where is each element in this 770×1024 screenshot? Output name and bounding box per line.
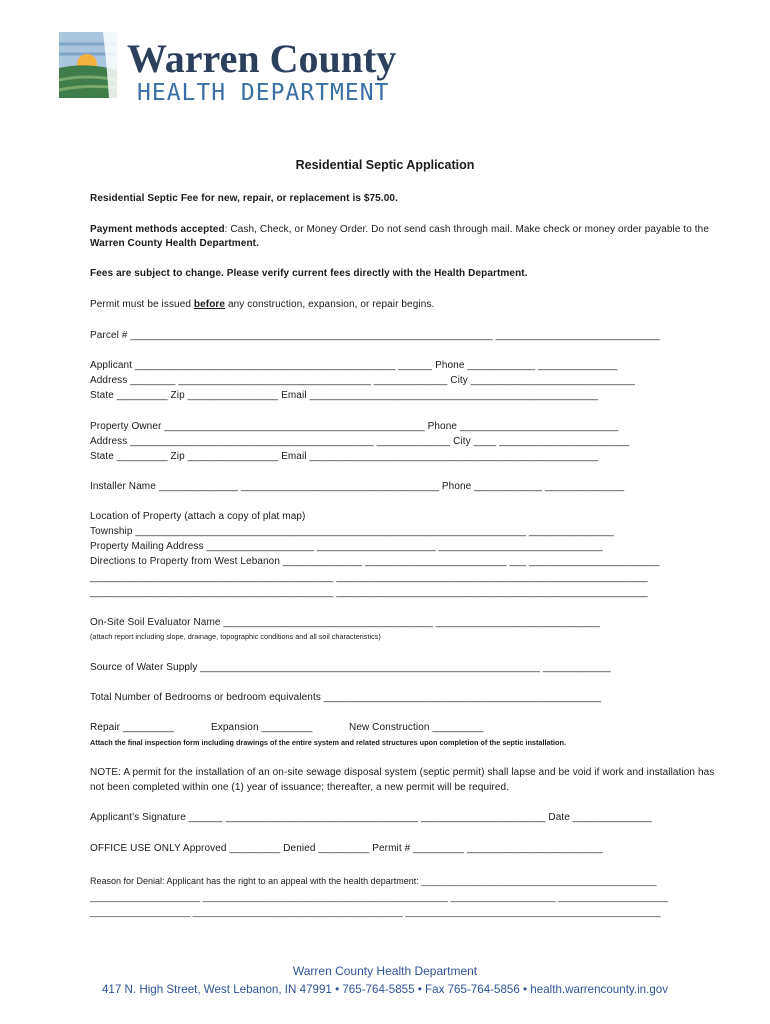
fee-line: Residential Septic Fee for new, repair, or replacement is $75.00. bbox=[90, 193, 398, 204]
denial-line-2[interactable]: ______________________ _________________________________________________ _____________________ ______________________ bbox=[90, 892, 669, 902]
payment-label: Payment methods accepted bbox=[90, 224, 225, 235]
logo-emblem-icon bbox=[59, 32, 117, 98]
township-field[interactable]: Township _____________________________________________________________________ _______________ bbox=[90, 526, 614, 537]
owner-address-field[interactable]: Address ___________________________________________ _____________ City ____ _______________________ bbox=[90, 436, 630, 447]
directions-line-2[interactable]: ___________________________________________ _______________________________________________________ bbox=[90, 572, 648, 583]
water-supply-field[interactable]: Source of Water Supply ____________________________________________________________ ____________ bbox=[90, 662, 611, 673]
bedrooms-field[interactable]: Total Number of Bedrooms or bedroom equivalents _________________________________________________ bbox=[90, 692, 602, 703]
logo-subtitle: HEALTH DEPARTMENT bbox=[137, 80, 390, 106]
denial-reason[interactable] bbox=[90, 876, 657, 886]
footer-contact: 417 N. High Street, West Lebanon, IN 47991 • 765-764-5855 • Fax 765-764-5856 • health.warrencounty.in.gov bbox=[101, 983, 669, 996]
signature-field[interactable]: Applicant’s Signature ______ __________________________________ ______________________ Date ______________ bbox=[90, 812, 653, 823]
payment-text: : Cash, Check, or Money Order. Do not send cash through mail. Make check or money order payable to the bbox=[224, 224, 709, 235]
owner-state-field[interactable]: State _________ Zip ________________ Email ___________________________________________________ bbox=[90, 451, 599, 462]
logo-name: Warren County bbox=[127, 36, 397, 81]
soil-note: (attach report including slope, drainage, topographic conditions and all soil characteristics) bbox=[90, 632, 381, 641]
permit-note bbox=[90, 299, 434, 310]
permit-note-emph: before bbox=[193, 299, 226, 310]
permit-note-pre: Permit must be issued bbox=[90, 299, 194, 310]
installer-field[interactable]: Installer Name ______________ ___________________________________ Phone ____________ ______________ bbox=[90, 481, 625, 492]
soil-evaluator-field[interactable]: On-Site Soil Evaluator Name _____________________________________ _____________________________ bbox=[90, 617, 600, 628]
new-construction-field[interactable]: New Construction _________ bbox=[349, 722, 484, 733]
directions-field[interactable]: Directions to Property from West Lebanon ______________ _________________________ ___ _______________________ bbox=[90, 556, 660, 567]
applicant-field[interactable]: Applicant ______________________________________________ ______ Phone ____________ ______________ bbox=[90, 360, 618, 371]
fees-note: Fees are subject to change. Please verify current fees directly with the Health Department. bbox=[90, 268, 528, 279]
parcel-field[interactable]: Parcel # ________________________________________________________________ _____________________________ bbox=[90, 330, 660, 341]
denial-line-3[interactable]: ____________________ __________________________________________ ___________________________________________________ bbox=[90, 907, 661, 917]
applicant-address-field[interactable]: Address ________ __________________________________ _____________ City _____________________________ bbox=[90, 375, 635, 386]
payment-line-2: Warren County Health Department. bbox=[90, 238, 259, 249]
location-label: Location of Property (attach a copy of plat map) bbox=[90, 511, 306, 522]
warren-county-logo bbox=[57, 28, 417, 108]
mailing-address-field[interactable]: Property Mailing Address ___________________ _____________________ _____________________________ bbox=[90, 541, 603, 552]
applicant-state-field[interactable]: State _________ Zip ________________ Email ___________________________________________________ bbox=[90, 390, 599, 401]
denial-label: Reason for Denial: Applicant has the right to an appeal with the health department: bbox=[90, 876, 419, 886]
note-line-1: NOTE: A permit for the installation of an on-site sewage disposal system (septic permit) shall lapse and be void if work and installation has bbox=[90, 767, 715, 778]
directions-line-3[interactable]: ___________________________________________ _______________________________________________________ bbox=[90, 587, 648, 598]
inspection-note: Attach the final inspection form including drawings of the entire system and related structures upon completion of the septic installation. bbox=[90, 738, 566, 747]
payment-line-1 bbox=[90, 224, 709, 235]
repair-field[interactable]: Repair _________ bbox=[90, 722, 174, 733]
owner-field[interactable]: Property Owner ______________________________________________ Phone ____________________________ bbox=[90, 421, 619, 432]
note-line-2: not been completed within one (1) year of issuance; thereafter, a new permit will be required. bbox=[90, 782, 510, 793]
denial-blank[interactable]: _______________________________________________ bbox=[421, 876, 657, 886]
footer-name: Warren County Health Department bbox=[292, 964, 478, 978]
expansion-field[interactable]: Expansion _________ bbox=[211, 722, 313, 733]
office-use-field[interactable]: OFFICE USE ONLY Approved _________ Denied _________ Permit # _________ ________________________ bbox=[90, 843, 603, 854]
permit-note-post: any construction, expansion, or repair begins. bbox=[225, 299, 435, 310]
document-title: Residential Septic Application bbox=[295, 158, 475, 172]
